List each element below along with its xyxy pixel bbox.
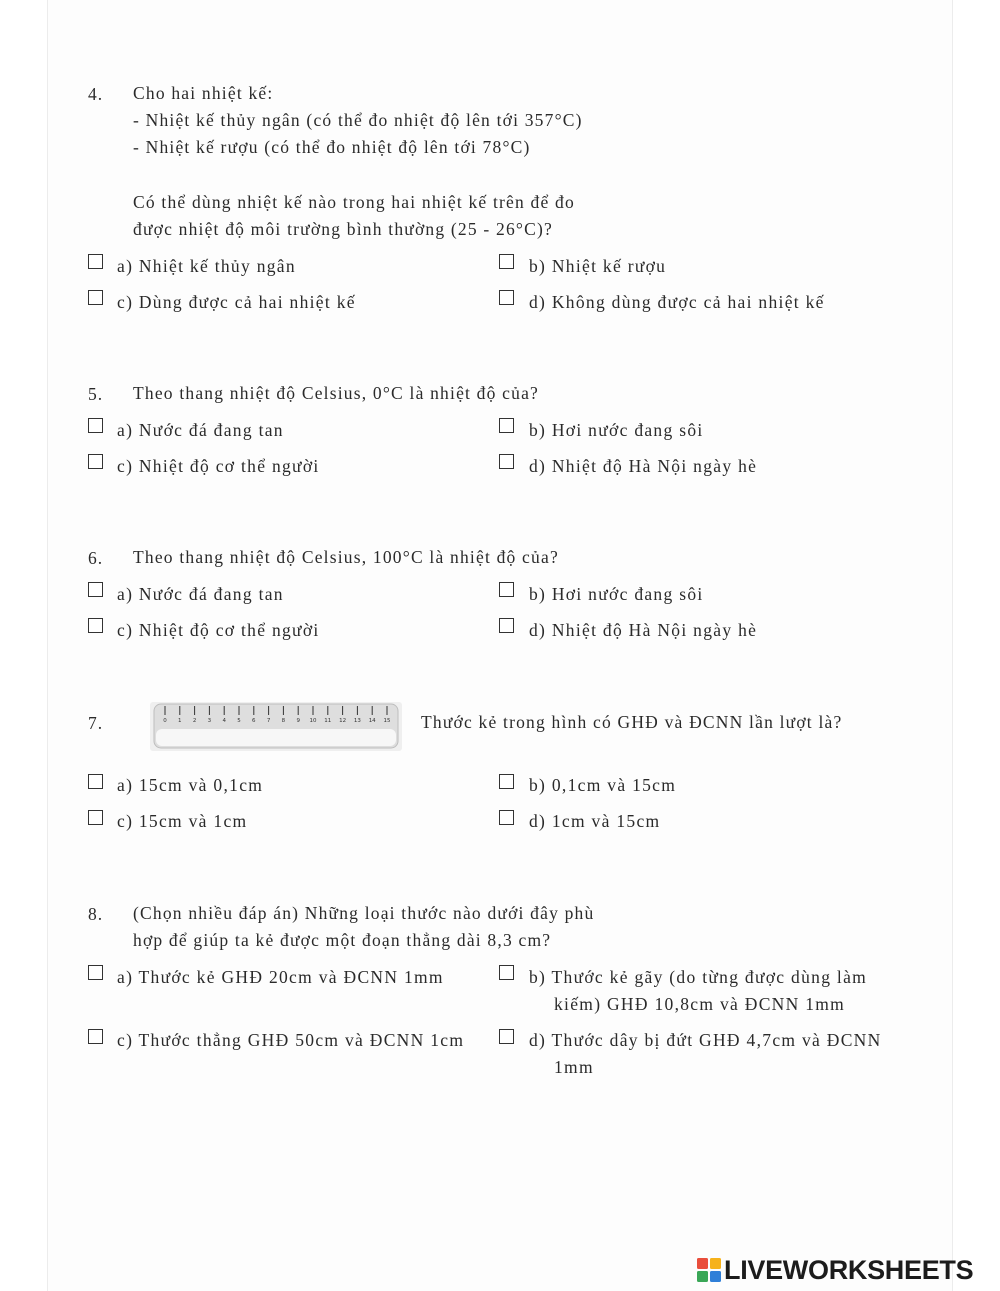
- answer-checkbox-4b[interactable]: [499, 254, 514, 269]
- answer-checkbox-8c[interactable]: [88, 1029, 103, 1044]
- answer-checkbox-7c[interactable]: [88, 810, 103, 825]
- answer-label-7d: d) 1cm và 15cm: [529, 811, 661, 831]
- answer-label-6d: d) Nhiệt độ Hà Nội ngày hè: [529, 620, 758, 640]
- brand-name: LIVEWORKSHEETS: [724, 1254, 974, 1285]
- answer-label-5b: b) Hơi nước đang sôi: [529, 420, 704, 440]
- answer-checkbox-5b[interactable]: [499, 418, 514, 433]
- ruler-tick-label: 3: [207, 718, 212, 724]
- ruler-tick-label: 5: [237, 718, 241, 724]
- question-number: 4.: [88, 84, 104, 104]
- ruler-tick-label: 4: [222, 718, 226, 724]
- question-text: Cho hai nhiệt kế:: [133, 83, 274, 103]
- ruler-tick-label: 8: [281, 718, 286, 724]
- answer-label-8b-continued: kiếm) GHĐ 10,8cm và ĐCNN 1mm: [554, 994, 846, 1014]
- answer-label-6c: c) Nhiệt độ cơ thể người: [117, 620, 320, 640]
- ruler-tick-label: 11: [324, 718, 332, 724]
- liveworksheets-logo-icon: [697, 1258, 721, 1282]
- answer-checkbox-5a[interactable]: [88, 418, 103, 433]
- question-text: được nhiệt độ môi trường bình thường (25 - 26°C)?: [133, 219, 553, 239]
- ruler-illustration: [150, 702, 402, 751]
- question-text: - Nhiệt kế thủy ngân (có thể đo nhiệt độ lên tới 357°C): [133, 110, 583, 130]
- answer-label-8d-continued: 1mm: [554, 1057, 594, 1077]
- answer-label-6a: a) Nước đá đang tan: [117, 584, 284, 604]
- question-number: 6.: [88, 548, 104, 568]
- answer-label-4d: d) Không dùng được cả hai nhiệt kế: [529, 292, 825, 312]
- answer-checkbox-8d[interactable]: [499, 1029, 514, 1044]
- ruler-tick-label: 2: [192, 718, 197, 724]
- question-text: Có thể dùng nhiệt kế nào trong hai nhiệt kế trên để đo: [133, 192, 575, 212]
- answer-checkbox-6a[interactable]: [88, 582, 103, 597]
- answer-checkbox-4c[interactable]: [88, 290, 103, 305]
- ruler-tick-label: 0: [163, 718, 167, 724]
- question-number: 5.: [88, 384, 104, 404]
- answer-label-5d: d) Nhiệt độ Hà Nội ngày hè: [529, 456, 758, 476]
- answer-checkbox-6b[interactable]: [499, 582, 514, 597]
- ruler-tick-label: 15: [383, 718, 391, 724]
- answer-label-4b: b) Nhiệt kế rượu: [529, 256, 667, 276]
- answer-checkbox-4d[interactable]: [499, 290, 514, 305]
- answer-checkbox-7a[interactable]: [88, 774, 103, 789]
- answer-label-7b: b) 0,1cm và 15cm: [529, 775, 677, 795]
- answer-label-4a: a) Nhiệt kế thủy ngân: [117, 256, 296, 276]
- answer-label-5c: c) Nhiệt độ cơ thể người: [117, 456, 320, 476]
- ruler-tick-label: 6: [252, 718, 256, 724]
- ruler-tick-label: 7: [266, 718, 271, 724]
- ruler-tick-label: 13: [353, 718, 361, 724]
- answer-checkbox-5d[interactable]: [499, 454, 514, 469]
- answer-checkbox-7d[interactable]: [499, 810, 514, 825]
- answer-label-8c: c) Thước thẳng GHĐ 50cm và ĐCNN 1cm: [117, 1030, 465, 1050]
- ruler-tick-label: 14: [368, 718, 376, 724]
- answer-label-7c: c) 15cm và 1cm: [117, 811, 248, 831]
- ruler-tick-label: 1: [178, 718, 182, 724]
- question-text: Theo thang nhiệt độ Celsius, 100°C là nhiệt độ của?: [133, 547, 559, 567]
- ruler-tick-label: 9: [296, 718, 300, 724]
- question-number: 8.: [88, 904, 104, 924]
- answer-checkbox-6c[interactable]: [88, 618, 103, 633]
- question-text: - Nhiệt kế rượu (có thể đo nhiệt độ lên tới 78°C): [133, 137, 531, 157]
- answer-label-8d: d) Thước dây bị đứt GHĐ 4,7cm và ĐCNN: [529, 1030, 882, 1050]
- answer-label-4c: c) Dùng được cả hai nhiệt kế: [117, 292, 356, 312]
- answer-checkbox-8a[interactable]: [88, 965, 103, 980]
- answer-label-7a: a) 15cm và 0,1cm: [117, 775, 264, 795]
- answer-checkbox-5c[interactable]: [88, 454, 103, 469]
- ruler-image: [150, 702, 402, 751]
- answer-label-8b: b) Thước kẻ gãy (do từng được dùng làm: [529, 967, 868, 987]
- question-text: Theo thang nhiệt độ Celsius, 0°C là nhiệt độ của?: [133, 383, 540, 403]
- liveworksheets-brand[interactable]: [697, 1255, 973, 1285]
- answer-label-6b: b) Hơi nước đang sôi: [529, 584, 704, 604]
- answer-label-8a: a) Thước kẻ GHĐ 20cm và ĐCNN 1mm: [117, 967, 444, 987]
- answer-checkbox-8b[interactable]: [499, 965, 514, 980]
- answer-checkbox-7b[interactable]: [499, 774, 514, 789]
- answer-label-5a: a) Nước đá đang tan: [117, 420, 284, 440]
- question-text: (Chọn nhiều đáp án) Những loại thước nào dưới đây phù: [133, 903, 595, 923]
- question-text: hợp để giúp ta kẻ được một đoạn thẳng dài 8,3 cm?: [133, 930, 552, 950]
- answer-checkbox-6d[interactable]: [499, 618, 514, 633]
- ruler-tick-label: 12: [339, 718, 347, 724]
- answer-checkbox-4a[interactable]: [88, 254, 103, 269]
- ruler-tick-label: 10: [309, 718, 317, 724]
- question-number: 7.: [88, 713, 104, 733]
- question-text: Thước kẻ trong hình có GHĐ và ĐCNN lần lượt là?: [421, 712, 843, 732]
